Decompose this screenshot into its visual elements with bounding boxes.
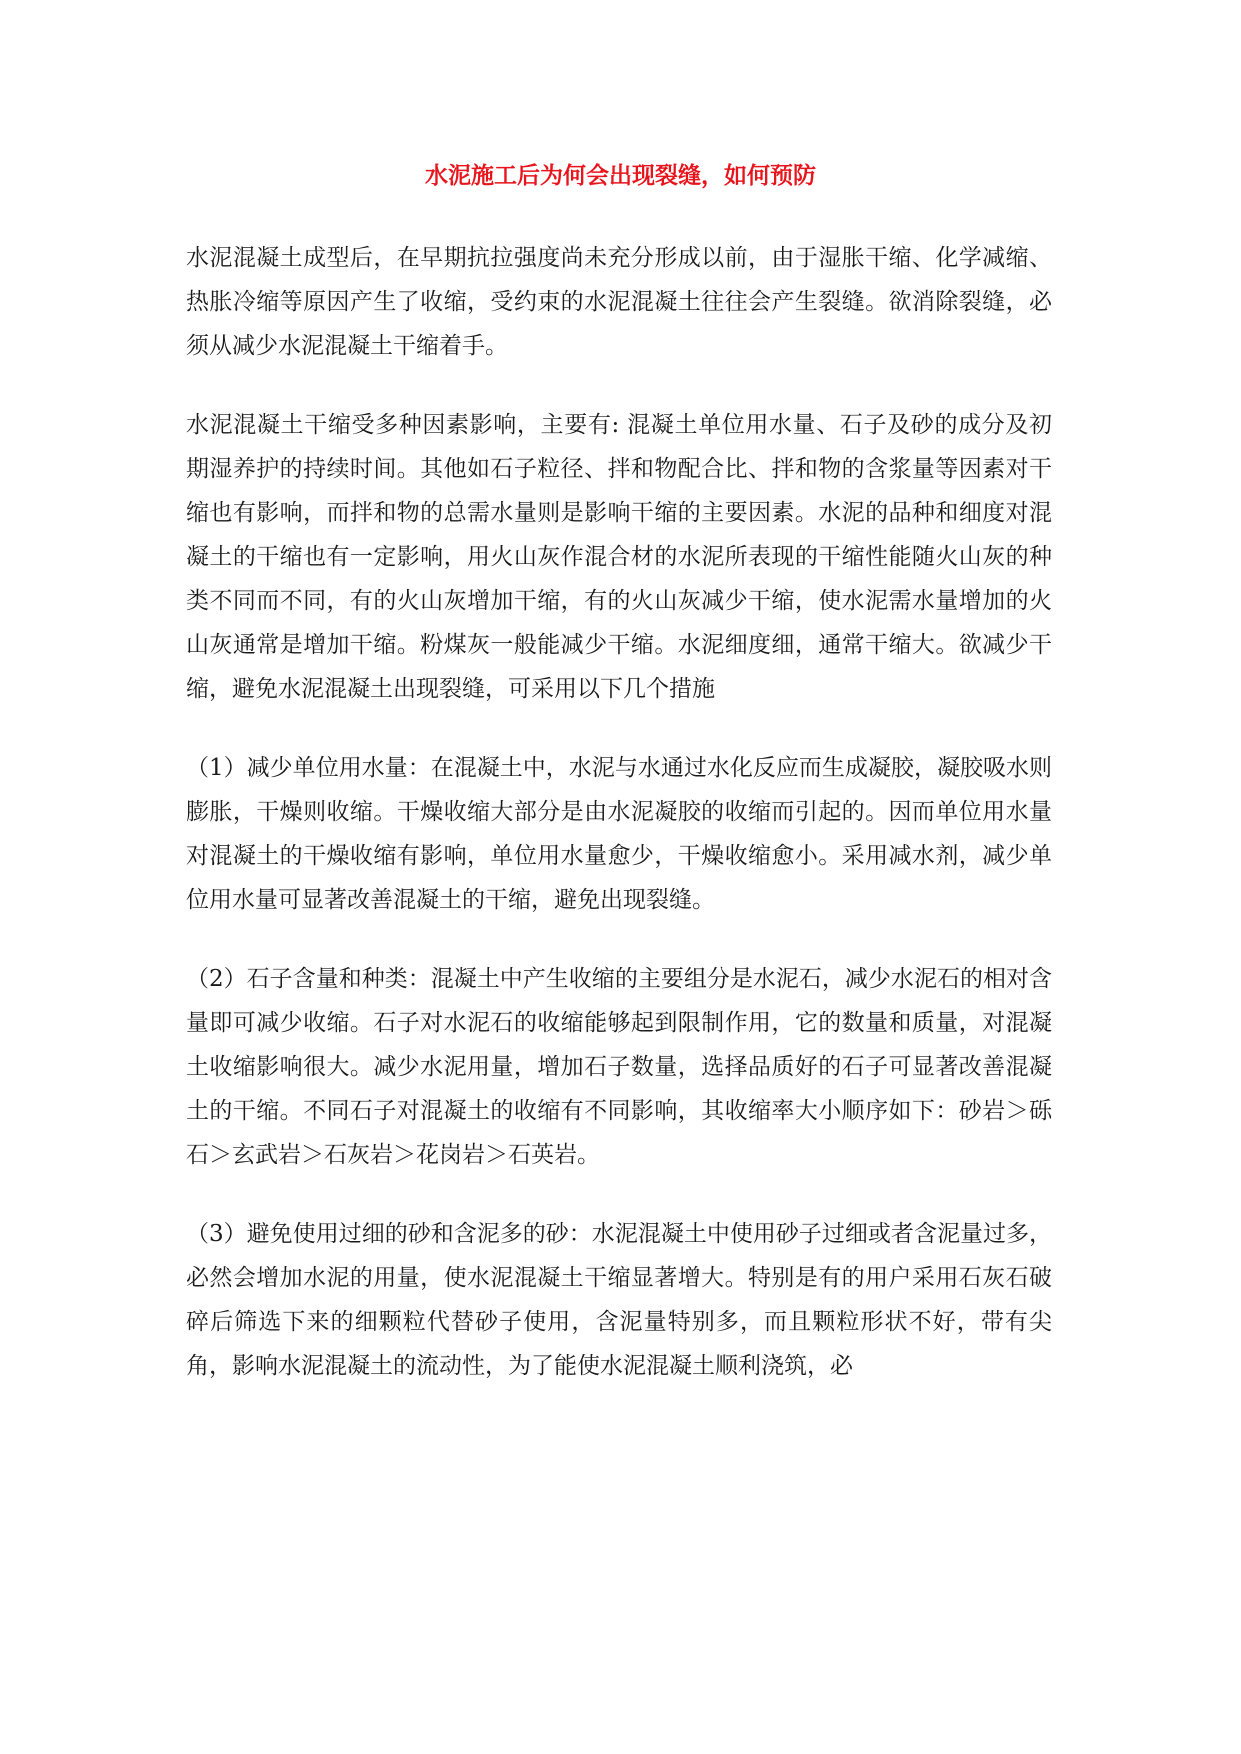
paragraph-factors: 水泥混凝土干缩受多种因素影响，主要有: 混凝土单位用水量、石子及砂的成分及初期湿养护的持续时间。其他如石子粒径、拌和物配合比、拌和物的含浆量等因素对干缩也有影响，而拌和物的总需水量则是影响干缩的主要因素。水泥的品种和细度对混凝土的干缩也有一定影响，用火山灰作混合材的水泥所表现的干缩性能随火山灰的种类不同而不同，有的火山灰增加干缩，有的火山灰减少干缩，使水泥需水量增加的火山灰通常是增加干缩。粉煤灰一般能减少干缩。水泥细度细，通常干缩大。欲减少干缩，避免水泥混凝土出现裂缝，可采用以下几个措施: [186, 412, 1052, 702]
paragraph-intro: 水泥混凝土成型后，在早期抗拉强度尚未充分形成以前，由于湿胀干缩、化学减缩、热胀冷缩等原因产生了收缩，受约束的水泥混凝土往往会产生裂缝。欲消除裂缝，必须从减少水泥混凝土干缩着手。: [186, 245, 1052, 359]
document-title: 水泥施工后为何会出现裂缝，如何预防: [425, 162, 816, 189]
document-body: [186, 236, 1052, 1423]
paragraph-measure-3: （3）避免使用过细的砂和含泥多的砂：水泥混凝土中使用砂子过细或者含泥量过多，必然会增加水泥的用量，使水泥混凝土干缩显著增大。特别是有的用户采用石灰石破碎后筛选下来的细颗粒代替砂子使用，含泥量特别多，而且颗粒形状不好，带有尖角，影响水泥混凝土的流动性，为了能使水泥混凝土顺利浇筑，必: [186, 1221, 1052, 1379]
paragraph-measure-2: （2）石子含量和种类：混凝土中产生收缩的主要组分是水泥石，减少水泥石的相对含量即可减少收缩。石子对水泥石的收缩能够起到限制作用，它的数量和质量，对混凝土收缩影响很大。减少水泥用量，增加石子数量，选择品质好的石子可显著改善混凝土的干缩。不同石子对混凝土的收缩有不同影响，其收缩率大小顺序如下：砂岩＞砾石＞玄武岩＞石灰岩＞花岗岩＞石英岩。: [186, 966, 1052, 1168]
paragraph-measure-1: （1）减少单位用水量：在混凝土中，水泥与水通过水化反应而生成凝胶，凝胶吸水则膨胀，干燥则收缩。干燥收缩大部分是由水泥凝胶的收缩而引起的。因而单位用水量对混凝土的干燥收缩有影响，单位用水量愈少，干燥收缩愈小。采用减水剂，减少单位用水量可显著改善混凝土的干缩，避免出现裂缝。: [186, 755, 1052, 913]
